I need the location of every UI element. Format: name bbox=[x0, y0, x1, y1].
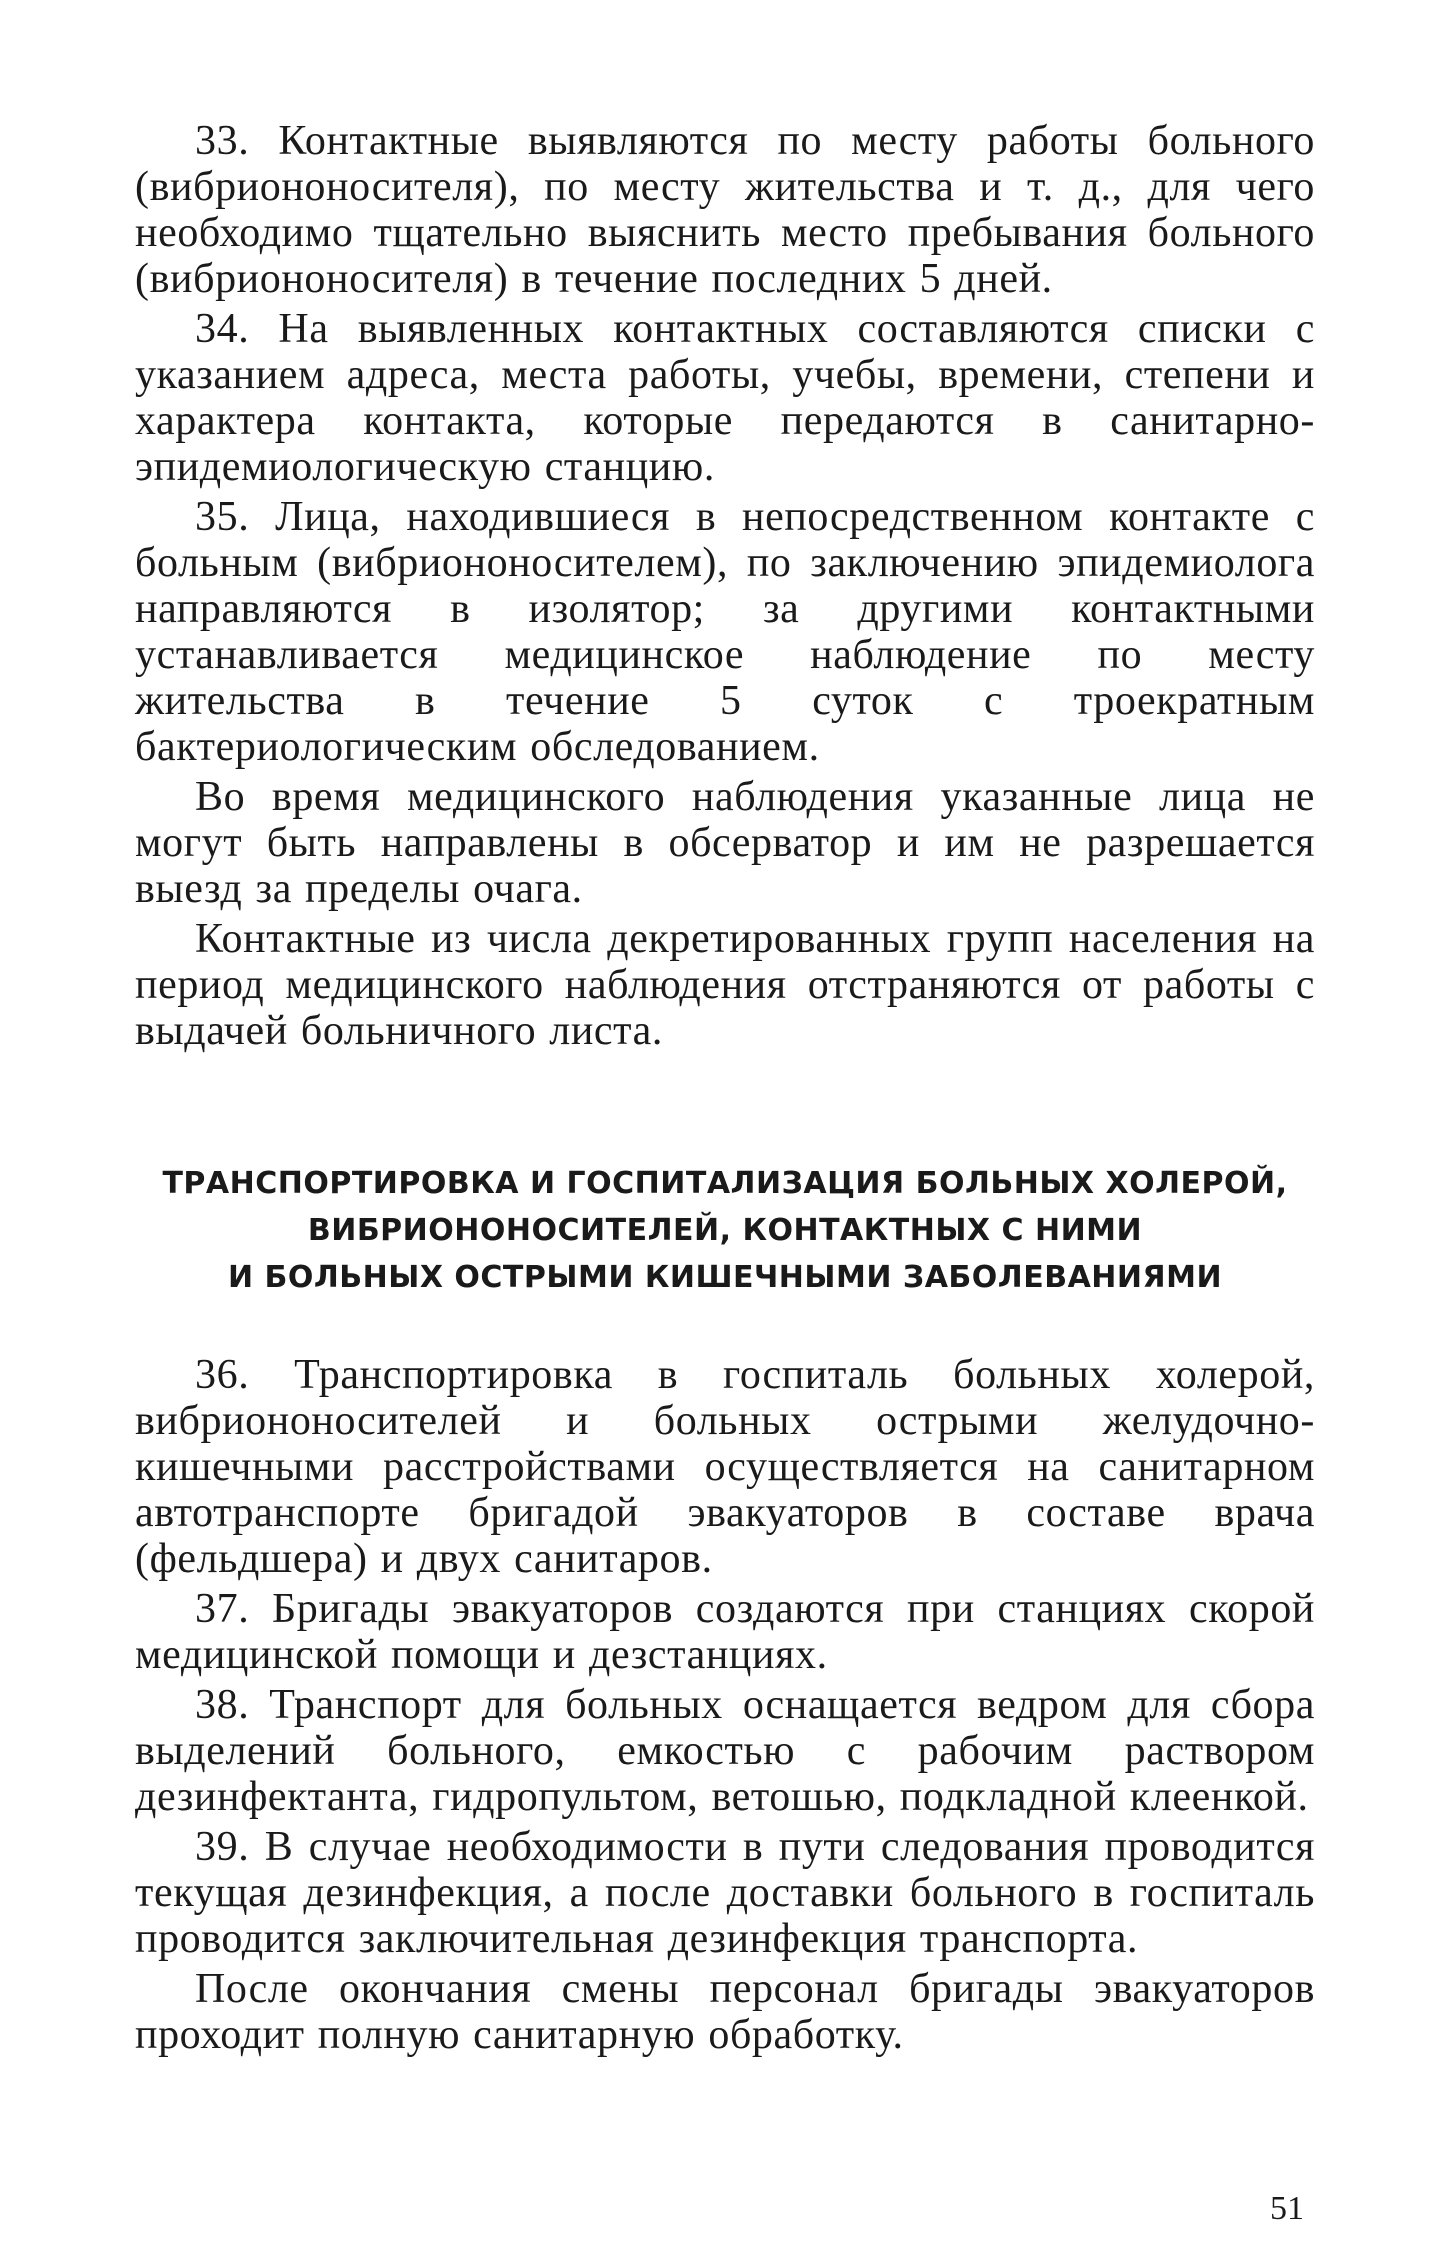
paragraph-35: 35. Лица, находившиеся в непосредственном контакте с больным (вибриононосителем), по заключению эпидемиолога направляются в изолятор; за другими контактными устанавливается медицинское наблюдение по месту жительства в течение 5 суток с троекратным бактериологическим обследованием. bbox=[135, 494, 1315, 770]
paragraph-34: 34. На выявленных контактных составляются списки с указанием адреса, места работы, учебы, времени, степени и характера контакта, которые передаются в санитарно-эпидемиологическую станцию. bbox=[135, 306, 1315, 490]
paragraph-39: 39. В случае необходимости в пути следования проводится текущая дезинфекция, а после доставки больного в госпиталь проводится заключительная дезинфекция транспорта. bbox=[135, 1824, 1315, 1962]
section-heading bbox=[130, 1160, 1320, 1301]
top-text-block bbox=[135, 118, 1315, 1058]
section-heading-line-1: ТРАНСПОРТИРОВКА И ГОСПИТАЛИЗАЦИЯ БОЛЬНЫХ ХОЛЕРОЙ, bbox=[162, 1166, 1288, 1201]
paragraph-shift-end: После окончания смены персонал бригады эвакуаторов проходит полную санитарную обработку. bbox=[135, 1966, 1315, 2058]
paragraph-36: 36. Транспортировка в госпиталь больных холерой, вибриононосителей и больных острыми желудочно-кишечными расстройствами осуществляется на санитарном автотранспорте бригадой эвакуаторов в составе врача (фельдшера) и двух санитаров. bbox=[135, 1352, 1315, 1582]
section-heading-line-3: И БОЛЬНЫХ ОСТРЫМИ КИШЕЧНЫМИ ЗАБОЛЕВАНИЯМИ bbox=[227, 1260, 1223, 1295]
bottom-text-block bbox=[135, 1352, 1315, 2062]
paragraph-observation: Во время медицинского наблюдения указанные лица не могут быть направлены в обсерватор и им не разрешается выезд за пределы очага. bbox=[135, 774, 1315, 912]
page-number: 51 bbox=[1270, 2190, 1304, 2227]
paragraph-contacts-decreed: Контактные из числа декретированных групп населения на период медицинского наблюдения отстраняются от работы с выдачей больничного листа. bbox=[135, 916, 1315, 1054]
paragraph-37: 37. Бригады эвакуаторов создаются при станциях скорой медицинской помощи и дезстанциях. bbox=[135, 1586, 1315, 1678]
section-heading-line-2: ВИБРИОНОНОСИТЕЛЕЙ, КОНТАКТНЫХ С НИМИ bbox=[307, 1213, 1143, 1248]
paragraph-38: 38. Транспорт для больных оснащается ведром для сбора выделений больного, емкостью с рабочим раствором дезинфектанта, гидропультом, ветошью, подкладной клеенкой. bbox=[135, 1682, 1315, 1820]
paragraph-33: 33. Контактные выявляются по месту работы больного (вибриононосителя), по месту жительства и т. д., для чего необходимо тщательно выяснить место пребывания больного (вибриононосителя) в течение последних 5 дней. bbox=[135, 118, 1315, 302]
